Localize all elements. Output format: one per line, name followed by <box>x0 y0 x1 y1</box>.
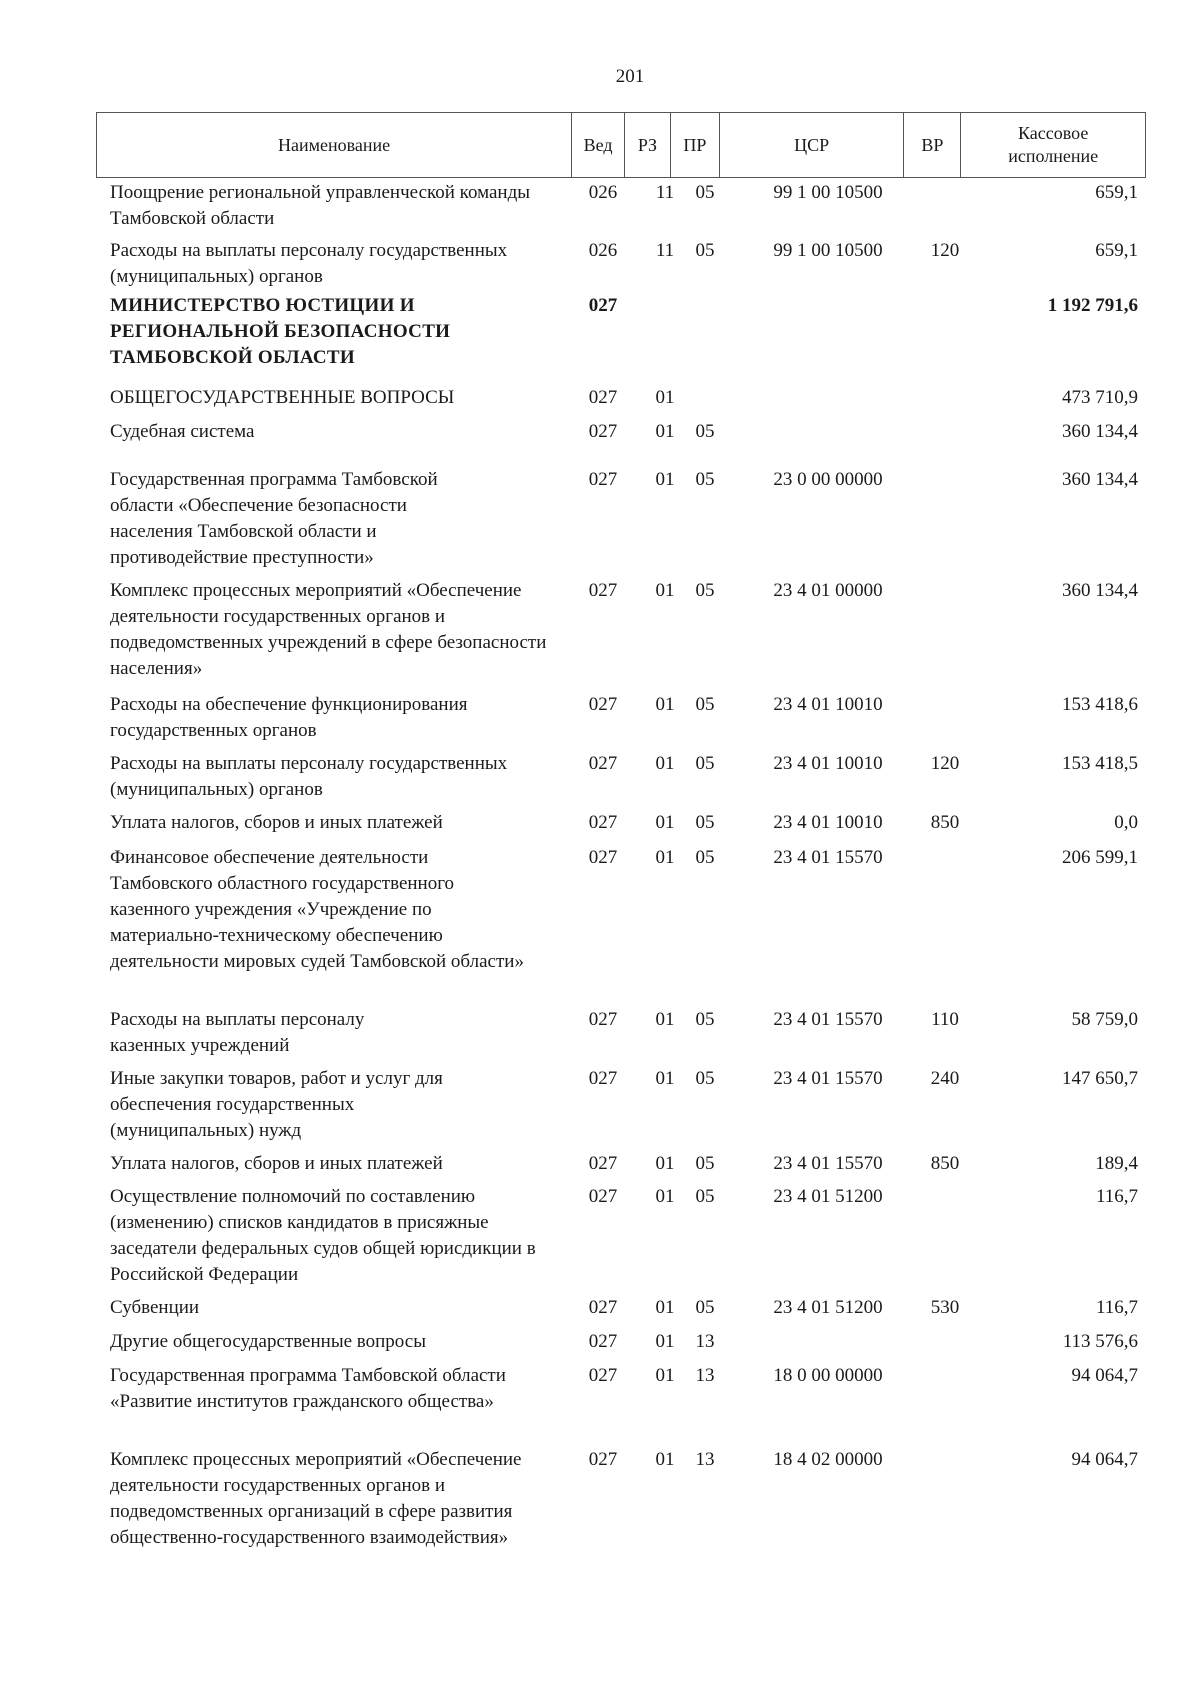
row-ved: 027 <box>588 812 618 833</box>
row-ved: 027 <box>588 1297 618 1318</box>
row-pr: 05 <box>695 1009 715 1030</box>
row-rz: 01 <box>655 812 675 833</box>
row-name: Уплата налогов, сборов и иных платежей <box>110 812 443 833</box>
row-vr: 850 <box>930 1153 960 1174</box>
row-csr: 23 4 01 51200 <box>773 1297 883 1318</box>
row-csr: 23 4 01 15570 <box>773 1068 883 1089</box>
row-vr: 530 <box>930 1297 960 1318</box>
row-pr: 13 <box>695 1449 715 1470</box>
row-ved: 027 <box>588 1186 618 1207</box>
row-ved: 027 <box>588 847 618 868</box>
row-ved: 026 <box>588 240 618 261</box>
header-rz: РЗ <box>625 113 671 177</box>
row-ved: 027 <box>588 694 618 715</box>
row-vr: 120 <box>930 753 960 774</box>
row-pr: 05 <box>695 753 715 774</box>
row-rz: 01 <box>655 1186 675 1207</box>
row-csr: 99 1 00 10500 <box>773 240 883 261</box>
row-pr: 05 <box>695 1186 715 1207</box>
row-amount: 58 759,0 <box>1071 1009 1138 1030</box>
row-amount: 116,7 <box>1095 1186 1138 1207</box>
row-rz: 01 <box>655 753 675 774</box>
row-amount: 116,7 <box>1095 1297 1138 1318</box>
row-vr: 850 <box>930 812 960 833</box>
row-pr: 05 <box>695 580 715 601</box>
row-amount: 147 650,7 <box>1062 1068 1138 1089</box>
row-vr: 240 <box>930 1068 960 1089</box>
row-pr: 05 <box>695 812 715 833</box>
row-csr: 23 4 01 51200 <box>773 1186 883 1207</box>
row-name: Финансовое обеспечение деятельности Тамбовского областного государственного казенного учреждения «Учреждение по материально-техническому обеспечению деятельности мировых судей Тамбовской области» <box>110 847 524 972</box>
row-ved: 026 <box>588 182 618 203</box>
row-csr: 23 4 01 15570 <box>773 1153 883 1174</box>
row-rz: 01 <box>655 1331 675 1352</box>
row-pr: 05 <box>695 1153 715 1174</box>
row-name: Расходы на обеспечение функционирования государственных органов <box>110 694 468 741</box>
row-amount: 360 134,4 <box>1062 469 1138 490</box>
row-amount: 1 192 791,6 <box>1047 295 1138 316</box>
row-name: Иные закупки товаров, работ и услуг для обеспечения государственных (муниципальных) нужд <box>110 1068 443 1141</box>
row-amount: 94 064,7 <box>1071 1365 1138 1386</box>
row-ved: 027 <box>588 1331 618 1352</box>
row-pr: 05 <box>695 240 715 261</box>
row-pr: 05 <box>695 469 715 490</box>
header-pr: ПР <box>671 113 720 177</box>
row-name: Судебная система <box>110 421 255 442</box>
row-name: Государственная программа Тамбовской области «Обеспечение безопасности населения Тамбовской области и противодействие преступности» <box>110 469 438 568</box>
row-rz: 01 <box>655 580 675 601</box>
row-name: Комплекс процессных мероприятий «Обеспечение деятельности государственных органов и подведомственных учреждений в сфере безопасности населения» <box>110 580 547 679</box>
row-pr: 05 <box>695 1068 715 1089</box>
row-name: Поощрение региональной управленческой команды Тамбовской области <box>110 182 531 229</box>
row-pr: 05 <box>695 1297 715 1318</box>
row-rz: 01 <box>655 1068 675 1089</box>
row-rz: 01 <box>655 1009 675 1030</box>
row-name: Другие общегосударственные вопросы <box>110 1331 426 1352</box>
header-ved: Вед <box>572 113 625 177</box>
row-rz: 01 <box>655 694 675 715</box>
row-ved: 027 <box>588 421 618 442</box>
row-name: Расходы на выплаты персоналу казенных учреждений <box>110 1009 365 1056</box>
row-ved: 027 <box>588 387 618 408</box>
row-csr: 18 0 00 00000 <box>773 1365 883 1386</box>
row-amount: 94 064,7 <box>1071 1449 1138 1470</box>
row-rz: 01 <box>655 421 675 442</box>
row-csr: 23 4 01 10010 <box>773 753 883 774</box>
row-pr: 05 <box>695 694 715 715</box>
row-ved: 027 <box>588 1365 618 1386</box>
row-ved: 027 <box>588 1449 618 1470</box>
row-amount: 360 134,4 <box>1062 580 1138 601</box>
row-csr: 23 4 01 15570 <box>773 1009 883 1030</box>
row-rz: 01 <box>655 1365 675 1386</box>
row-amount: 659,1 <box>1095 240 1138 261</box>
header-amount-line2: исполнение <box>1008 146 1099 166</box>
row-amount: 113 576,6 <box>1062 1331 1138 1352</box>
row-name: Субвенции <box>110 1297 200 1318</box>
row-ved: 027 <box>588 1009 618 1030</box>
row-pr: 05 <box>695 847 715 868</box>
header-name: Наименование <box>97 113 572 177</box>
row-amount: 153 418,5 <box>1062 753 1138 774</box>
row-ved: 027 <box>588 1068 618 1089</box>
row-amount: 659,1 <box>1095 182 1138 203</box>
row-pr: 13 <box>695 1331 715 1352</box>
row-name: Государственная программа Тамбовской области «Развитие институтов гражданского общества» <box>110 1365 506 1412</box>
row-name: МИНИСТЕРСТВО ЮСТИЦИИ И РЕГИОНАЛЬНОЙ БЕЗОПАСНОСТИ ТАМБОВСКОЙ ОБЛАСТИ <box>110 295 451 368</box>
row-rz: 11 <box>655 240 675 261</box>
header-vr: ВР <box>904 113 961 177</box>
row-rz: 01 <box>655 1153 675 1174</box>
header-csr: ЦСР <box>720 113 905 177</box>
row-amount: 473 710,9 <box>1062 387 1138 408</box>
row-amount: 189,4 <box>1095 1153 1138 1174</box>
row-pr: 05 <box>695 421 715 442</box>
row-ved: 027 <box>588 1153 618 1174</box>
row-csr: 23 4 01 00000 <box>773 580 883 601</box>
header-amount-line1: Кассовое <box>1018 123 1089 143</box>
row-amount: 360 134,4 <box>1062 421 1138 442</box>
row-rz: 01 <box>655 1449 675 1470</box>
row-name: Расходы на выплаты персоналу государственных (муниципальных) органов <box>110 240 508 287</box>
row-amount: 0,0 <box>1114 812 1138 833</box>
row-csr: 23 4 01 10010 <box>773 694 883 715</box>
row-csr: 23 4 01 15570 <box>773 847 883 868</box>
row-rz: 01 <box>655 469 675 490</box>
row-name: ОБЩЕГОСУДАРСТВЕННЫЕ ВОПРОСЫ <box>110 387 455 408</box>
row-vr: 110 <box>931 1009 959 1030</box>
row-pr: 13 <box>695 1365 715 1386</box>
row-amount: 206 599,1 <box>1062 847 1138 868</box>
row-name: Расходы на выплаты персоналу государственных (муниципальных) органов <box>110 753 508 800</box>
row-csr: 23 4 01 10010 <box>773 812 883 833</box>
row-rz: 01 <box>655 847 675 868</box>
row-ved: 027 <box>588 295 618 316</box>
row-vr: 120 <box>930 240 960 261</box>
row-ved: 027 <box>588 469 618 490</box>
row-pr: 05 <box>695 182 715 203</box>
row-rz: 01 <box>655 387 675 408</box>
row-name: Комплекс процессных мероприятий «Обеспечение деятельности государственных органов и подведомственных организаций в сфере развития общественно-государственного взаимодействия» <box>110 1449 522 1548</box>
row-csr: 23 0 00 00000 <box>773 469 883 490</box>
row-amount: 153 418,6 <box>1062 694 1138 715</box>
row-name: Уплата налогов, сборов и иных платежей <box>110 1153 443 1174</box>
row-rz: 11 <box>655 182 675 203</box>
row-csr: 18 4 02 00000 <box>773 1449 883 1470</box>
row-csr: 99 1 00 10500 <box>773 182 883 203</box>
row-ved: 027 <box>588 753 618 774</box>
row-rz: 01 <box>655 1297 675 1318</box>
row-ved: 027 <box>588 580 618 601</box>
row-name: Осуществление полномочий по составлению (изменению) списков кандидатов в присяжные заседатели федеральных судов общей юрисдикции в Российской Федерации <box>110 1186 536 1285</box>
page-number: 201 <box>615 66 645 87</box>
